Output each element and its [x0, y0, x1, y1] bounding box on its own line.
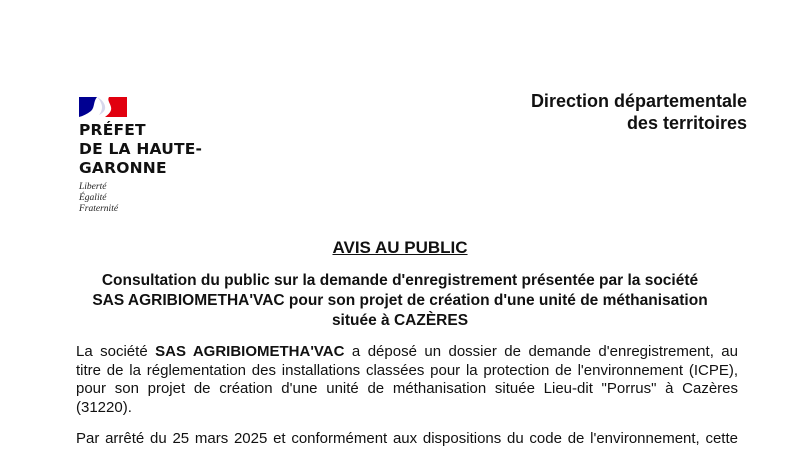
paragraph-line: pour son projet de création d'une unité de méthanisation située Lieu-dit "Porrus" à Cazères: [76, 380, 738, 397]
paragraph-line: titre de la réglementation des installations classées pour la protection de l'environnement (ICPE),: [76, 361, 738, 379]
subtitle-line: située à CAZÈRES: [331, 312, 469, 329]
prefecture-name: [79, 121, 219, 178]
marianne-flag-icon: [79, 97, 127, 117]
line-suffix: a déposé un dossier de demande d'enregistrement, au: [344, 343, 738, 360]
notice-subtitle: [70, 271, 730, 331]
prefecture-name-line: DE LA HAUTE-: [79, 140, 203, 158]
paragraph-line: (31220).: [76, 398, 132, 416]
prefecture-name-line: GARONNE: [79, 159, 167, 177]
prefecture-logo: [79, 97, 219, 215]
motto-line: Fraternité: [79, 204, 119, 214]
notice-title: AVIS AU PUBLIC: [332, 238, 468, 257]
motto-line: Égalité: [79, 193, 107, 203]
paragraph-application: [76, 343, 738, 417]
company-name: SAS AGRIBIOMETHA'VAC: [155, 343, 345, 360]
motto-line: Liberté: [79, 182, 107, 192]
line-prefix: La société: [76, 343, 156, 360]
republic-motto: [79, 182, 219, 215]
department-direction: [531, 90, 747, 134]
direction-line: Direction départementale: [530, 91, 747, 111]
paragraph-line: [76, 343, 738, 362]
prefecture-name-line: PRÉFET: [79, 121, 146, 139]
direction-line: des territoires: [626, 113, 747, 133]
subtitle-line: Consultation du public sur la demande d'enregistrement présentée par la société: [101, 272, 699, 289]
paragraph-line: Par arrêté du 25 mars 2025 et conformément aux dispositions du code de l'environnement, cette: [76, 430, 738, 447]
subtitle-line: SAS AGRIBIOMETHA'VAC pour son projet de création d'une unité de méthanisation: [92, 292, 708, 309]
paragraph-decree: [76, 430, 738, 449]
